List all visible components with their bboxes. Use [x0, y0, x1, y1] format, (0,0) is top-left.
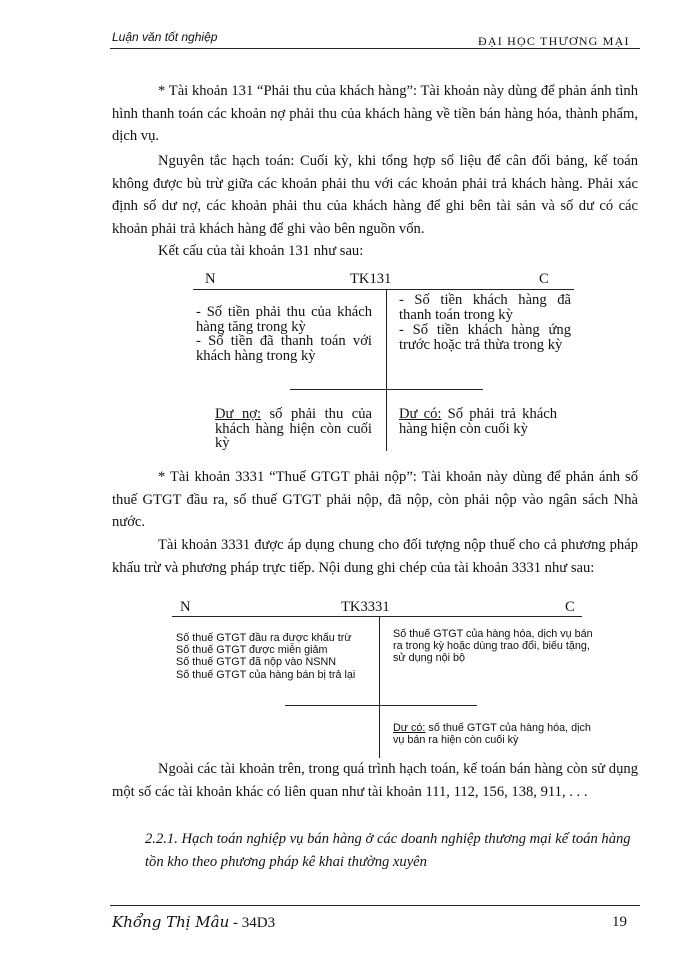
- tk131-credit-balance-text: Số phải trả khách hàng hiện còn cuối kỳ: [399, 406, 557, 437]
- tk131-debit-balance-text: số phải thu của khách hàng hiện còn cuối kỳ: [215, 406, 372, 451]
- paragraph-other-accounts: Ngoài các tài khoản trên, trong quá trình hạch toán, kế toán bán hàng còn sử dụng một số các tài khoản khác có liên quan như tài khoản 111, 112, 156, 138, 911, . . .: [112, 761, 638, 800]
- paragraph-tk3331-usage: Tài khoản 3331 được áp dụng chung cho đối tượng nộp thuế cho cả phương pháp khấu trừ và phương pháp trực tiếp. Nội dung ghi chép của tài khoản 3331 như sau:: [112, 537, 638, 576]
- tk3331-top-rule: [172, 616, 582, 617]
- tk3331-debit-head: N: [180, 599, 191, 615]
- header-right-title: ĐẠI HỌC THƯƠNG MẠI: [478, 34, 630, 48]
- tk131-debit-entry-2: - Số tiền đã thanh toán với khách hàng trong kỳ: [196, 333, 372, 364]
- tk3331-credit-balance: [393, 722, 593, 746]
- tk3331-balance-rule: [285, 705, 477, 706]
- tk131-credit-head: C: [539, 271, 549, 287]
- tk3331-title: TK3331: [341, 599, 390, 615]
- paragraph-tk131-structure: Kết cấu của tài khoản 131 như sau:: [158, 243, 364, 259]
- tk131-credit-balance-label: Dư có:: [399, 406, 442, 422]
- tk131-credit-entry-1: - Số tiền khách hàng đã thanh toán trong kỳ: [399, 292, 571, 323]
- tk131-center-rule: [386, 289, 387, 451]
- tk131-credit-balance: [399, 407, 557, 436]
- tk131-debit-balance-label: Dư nợ:: [215, 406, 262, 422]
- tk3331-debit-entry: Số thuế GTGT được miễn giảm: [176, 644, 328, 657]
- tk131-balance-rule: [290, 389, 483, 390]
- tk3331-credit-head: C: [565, 599, 575, 615]
- footer-author-name: Khổng Thị Mâu: [112, 913, 230, 931]
- paragraph-accounting-principle: Nguyên tắc hạch toán: Cuối kỳ, khi tổng hợp số liệu để cân đối bảng, kế toán không được bù trừ giữa các khoản phải thu với các khoản phải trả khách hàng. Phải xác định số dư nợ, các khoản phải thu của khách hàng để ghi bên tài sản và số dư có các khoản phải trả khách hàng để ghi vào bên nguồn vốn.: [112, 153, 638, 237]
- tk131-title: TK131: [350, 271, 392, 287]
- tk3331-center-rule: [379, 616, 380, 758]
- footer-author: [112, 913, 275, 932]
- tk3331-credit-balance-text: số thuế GTGT của hàng hóa, dịch vụ bán ra hiện còn cuối kỳ: [393, 722, 591, 747]
- tk131-top-rule: [193, 289, 574, 290]
- header-left-title: Luận văn tốt nghiệp: [112, 30, 218, 44]
- tk3331-credit-balance-label: Dư có:: [393, 722, 426, 734]
- paragraph-tk131-intro: * Tài khoản 131 “Phải thu của khách hàng”: Tài khoản này dùng để phản ánh tình hình thanh toán các khoản nợ phải thu của khách hàng về tiền bán hàng hóa, thành phẩm, dịch vụ.: [112, 83, 638, 144]
- tk131-credit-entry-2: - Số tiền khách hàng ứng trước hoặc trả thừa trong kỳ: [399, 322, 571, 353]
- tk3331-debit-entry: Số thuế GTGT của hàng bán bị trả lại: [176, 668, 356, 681]
- page-number: 19: [612, 914, 627, 930]
- paragraph-tk3331-intro: * Tài khoản 3331 “Thuế GTGT phải nộp”: Tài khoản này dùng để phản ánh số thuế GTGT đầu ra, số thuế GTGT phải nộp, đã nộp, còn phải nộp vào ngân sách Nhà nước.: [112, 469, 638, 530]
- section-heading: 2.2.1. Hạch toán nghiệp vụ bán hàng ở các doanh nghiệp thương mại kế toán hàng tồn kho theo phương pháp kê khai thường xuyên: [145, 831, 631, 870]
- tk131-debit-entry-1: - Số tiền phải thu của khách hàng tăng trong kỳ: [196, 304, 372, 335]
- footer-rule: [110, 905, 640, 906]
- header-rule: [110, 48, 640, 49]
- tk3331-debit-entry: Số thuế GTGT đầu ra được khấu trừ: [176, 632, 352, 644]
- tk3331-credit-entry: Số thuế GTGT của hàng hóa, dịch vụ bán ra trong kỳ hoặc dùng trao đổi, biếu tặng, sử dụng nội bộ: [393, 628, 593, 665]
- tk131-debit-head: N: [205, 271, 216, 287]
- tk3331-debit-entry: Số thuế GTGT đã nộp vào NSNN: [176, 656, 337, 669]
- tk3331-debit-entries: [176, 632, 376, 681]
- footer-author-class: - 34D3: [229, 915, 276, 931]
- tk131-debit-balance: [215, 407, 372, 451]
